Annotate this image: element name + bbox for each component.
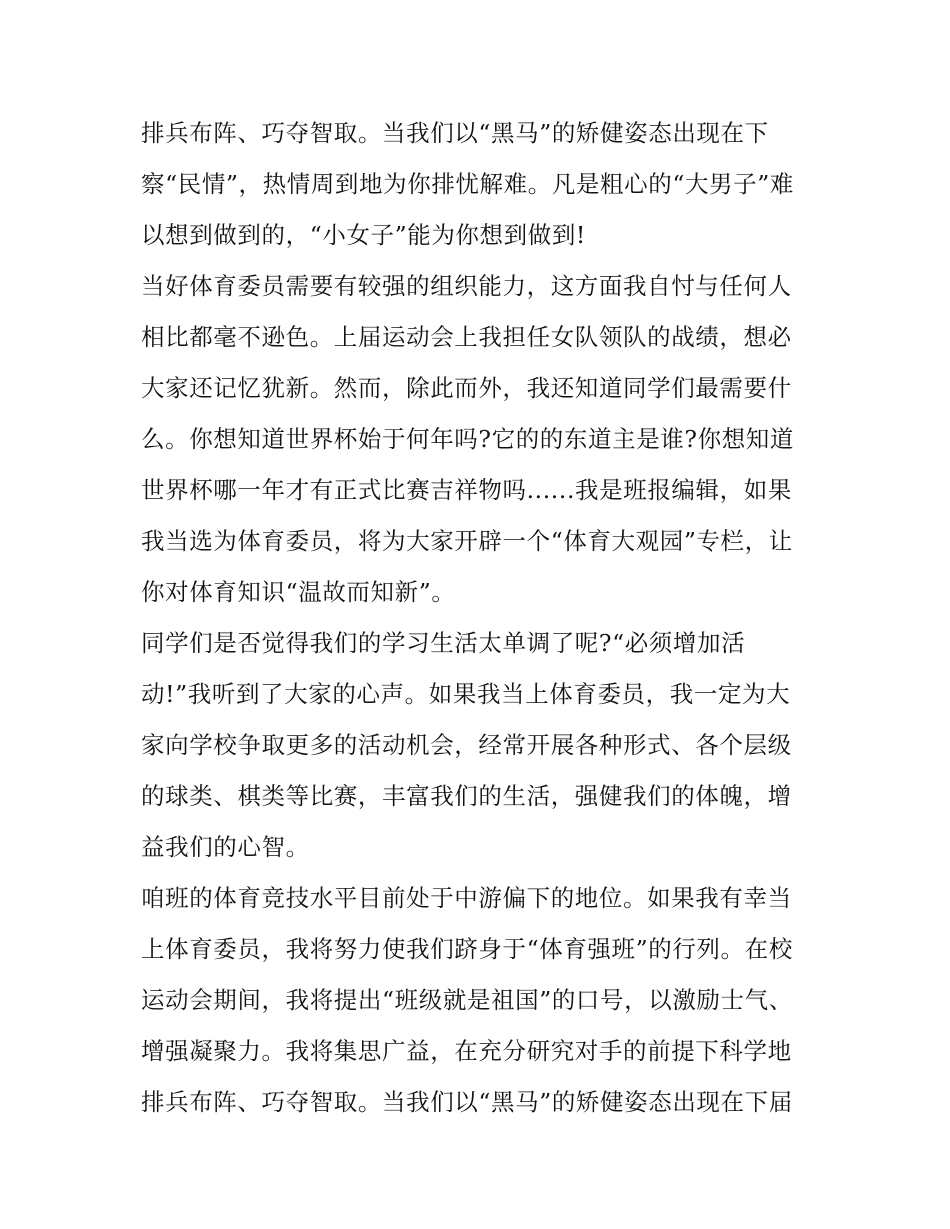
text-line: 相比都毫不逊色。上届运动会上我担任女队领队的战绩，想必 bbox=[141, 323, 792, 351]
text-line: 以想到做到的，“小女子”能为你想到做到! bbox=[141, 221, 586, 249]
text-line: 你对体育知识“温故而知新”。 bbox=[141, 578, 456, 606]
text-line: 动!”我听到了大家的心声。如果我当上体育委员，我一定为大 bbox=[141, 680, 791, 708]
text-line: 么。你想知道世界杯始于何年吗?它的的东道主是谁?你想知道 bbox=[141, 425, 794, 453]
text-line: 当好体育委员需要有较强的组织能力，这方面我自忖与任何人 bbox=[141, 272, 792, 300]
text-line: 的球类、棋类等比赛，丰富我们的生活，强健我们的体魄，增 bbox=[141, 782, 792, 810]
document-body bbox=[141, 108, 831, 1128]
text-line: 家向学校争取更多的活动机会，经常开展各种形式、各个层级 bbox=[141, 731, 792, 759]
text-line: 察“民情”，热情周到地为你排忧解难。凡是粗心的“大男子”难 bbox=[141, 170, 794, 198]
text-line: 排兵布阵、巧夺智取。当我们以“黑马”的矫健姿态出现在下 bbox=[141, 119, 769, 147]
text-line: 排兵布阵、巧夺智取。当我们以“黑马”的矫健姿态出现在下届 bbox=[141, 1088, 793, 1116]
text-line: 增强凝聚力。我将集思广益，在充分研究对手的前提下科学地 bbox=[141, 1037, 792, 1065]
text-line: 咱班的体育竞技水平目前处于中游偏下的地位。如果我有幸当 bbox=[141, 884, 792, 912]
text-line: 我当选为体育委员，将为大家开辟一个“体育大观园”专栏，让 bbox=[141, 527, 793, 555]
text-line: 上体育委员，我将努力使我们跻身于“体育强班”的行列。在校 bbox=[141, 935, 793, 963]
text-line: 同学们是否觉得我们的学习生活太单调了呢?“必须增加活 bbox=[141, 629, 746, 657]
text-line: 益我们的心智。 bbox=[141, 833, 310, 861]
text-line: 世界杯哪一年才有正式比赛吉祥物吗......我是班报编辑，如果 bbox=[141, 476, 792, 504]
text-line: 运动会期间，我将提出“班级就是祖国”的口号，以激励士气、 bbox=[141, 986, 793, 1014]
text-line: 大家还记忆犹新。然而，除此而外，我还知道同学们最需要什 bbox=[141, 374, 792, 402]
